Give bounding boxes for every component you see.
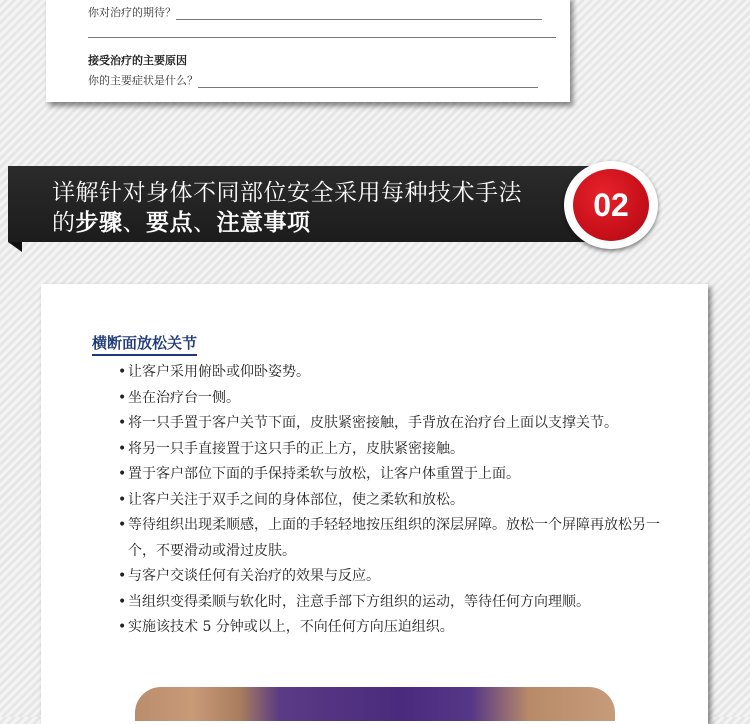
banner-fold bbox=[8, 242, 22, 252]
section-number-badge: 02 bbox=[573, 169, 649, 241]
banner-line-2 bbox=[52, 204, 311, 237]
expectation-field[interactable] bbox=[176, 7, 542, 20]
banner-keyword-cautions: 注意事项 bbox=[216, 210, 311, 236]
banner-line-1: 详解针对身体不同部位安全采用每种技术手法 bbox=[52, 180, 522, 206]
list-item: • 让客户关注于双手之间的身体部位，使之柔软和放松。 bbox=[118, 488, 678, 514]
list-item: • 与客户交谈任何有关治疗的效果与反应。 bbox=[118, 564, 678, 590]
banner-separator: 、 bbox=[193, 210, 217, 236]
list-item: • 实施该技术 5 分钟或以上，不向任何方向压迫组织。 bbox=[118, 615, 678, 641]
list-item: • 当组织变得柔顺与软化时，注意手部下方组织的运动，等待任何方向理顺。 bbox=[118, 590, 678, 616]
list-item: • 置于客户部位下面的手保持柔软与放松，让客户体重置于上面。 bbox=[118, 462, 678, 488]
banner-keyword-points: 要点 bbox=[146, 210, 193, 236]
list-item: • 坐在治疗台一侧。 bbox=[118, 386, 678, 412]
list-item: • 等待组织出现柔顺感，上面的手轻轻地按压组织的深层屏障。放松一个屏障再放松另一个，不要滑动或滑过皮肤。 bbox=[118, 513, 678, 564]
banner-prefix: 的 bbox=[52, 210, 76, 236]
illustration-photo bbox=[135, 687, 615, 721]
instruction-list bbox=[118, 360, 678, 641]
list-item: • 将一只手置于客户关节下面，皮肤紧密接触，手背放在治疗台上面以支撑关节。 bbox=[118, 411, 678, 437]
list-item: • 将另一只手直接置于这只手的正上方，皮肤紧密接触。 bbox=[118, 437, 678, 463]
banner-keyword-steps: 步骤 bbox=[75, 210, 123, 236]
symptom-field[interactable] bbox=[198, 75, 538, 88]
expectation-line bbox=[88, 4, 542, 20]
list-item: • 让客户采用俯卧或仰卧姿势。 bbox=[118, 360, 678, 386]
expectation-label: 你对治疗的期待？ bbox=[88, 6, 176, 19]
symptom-label: 你的主要症状是什么？ bbox=[88, 74, 198, 87]
expectation-field-line-2[interactable] bbox=[88, 37, 556, 38]
reason-heading: 接受治疗的主要原因 bbox=[88, 54, 187, 67]
symptom-line bbox=[88, 72, 538, 88]
section-title: 横断面放松关节 bbox=[92, 332, 197, 356]
banner-separator: 、 bbox=[122, 210, 146, 236]
